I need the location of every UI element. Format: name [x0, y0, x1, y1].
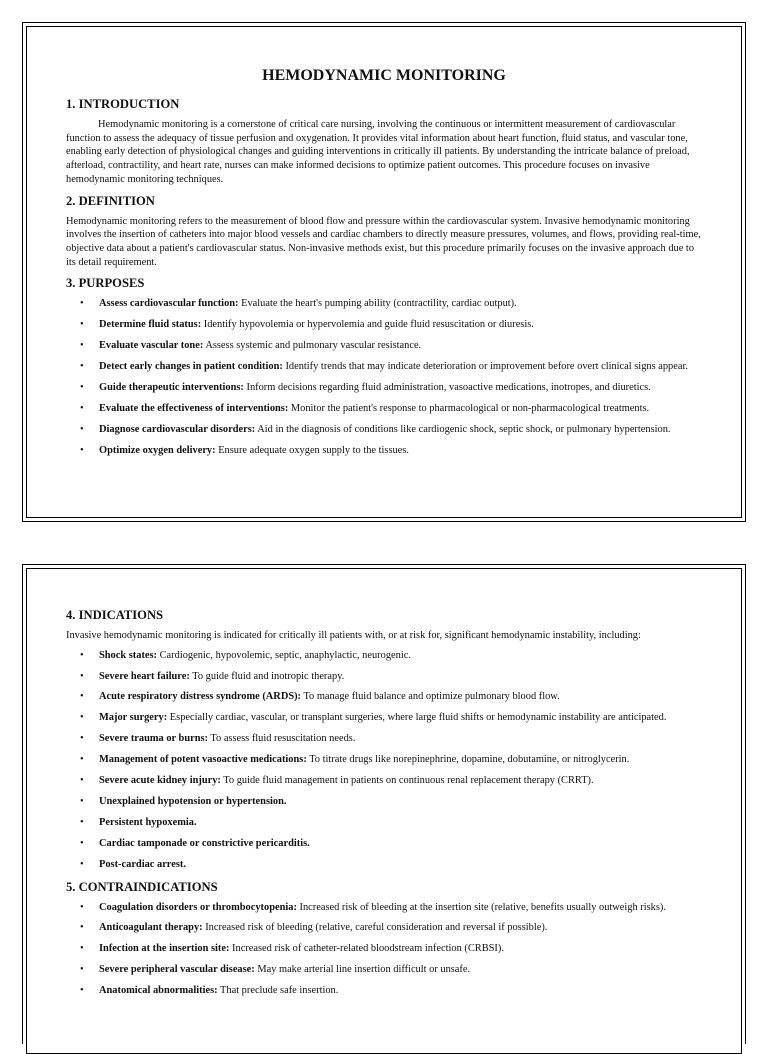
bullet-icon: •	[80, 922, 84, 934]
list-item	[66, 670, 702, 684]
introduction-paragraph: Hemodynamic monitoring is a cornerstone of critical care nursing, involving the continuous or intermittent measurement of cardiovascular function to assess the adequacy of tissue perfusion and oxygenation. It provides vital information about heart function, fluid status, and vascular tone, enabling early detection of physiological changes and guiding interventions in critically ill patients. By understanding the intricate balance of preload, afterload, contractility, and heart rate, nurses can make informed decisions to optimize patient outcomes. This procedure focuses on invasive hemodynamic monitoring techniques.	[66, 119, 690, 185]
bullet-icon: •	[80, 754, 84, 766]
list-item	[66, 360, 702, 374]
list-item-term: Management of potent vasoactive medications:	[99, 754, 307, 766]
bullet-icon: •	[80, 901, 84, 913]
bullet-icon: •	[80, 444, 84, 456]
list-item	[66, 963, 702, 977]
definition-paragraph: Hemodynamic monitoring refers to the measurement of blood flow and pressure within the cardiovascular system. Invasive hemodynamic monitoring involves the insertion of catheters into major blood vessels and cardiac chambers to directly measure pressures, volumes, and flows, providing real-time, objective data about a patient's cardiovascular status. Non-invasive methods exist, but this procedure primarily focuses on the invasive approach due to its detail requirement.	[66, 215, 701, 268]
list-item-text: That preclude safe insertion.	[217, 985, 339, 997]
bullet-icon: •	[80, 319, 84, 331]
bullet-icon: •	[80, 381, 84, 393]
list-item-term: Anticoagulant therapy:	[99, 922, 203, 934]
list-item-term: Optimize oxygen delivery:	[99, 444, 216, 456]
list-item-text: Increased risk of catheter-related bloodstream infection (CRBSI).	[229, 943, 504, 955]
list-item	[66, 921, 702, 935]
list-item-term: Shock states:	[99, 649, 158, 661]
list-item-term: Diagnose cardiovascular disorders:	[99, 423, 256, 435]
list-item	[66, 942, 702, 956]
list-item	[66, 423, 702, 437]
list-item	[66, 381, 702, 395]
list-item	[66, 984, 702, 998]
list-item-term: Detect early changes in patient condition:	[99, 361, 283, 372]
bullet-icon: •	[80, 691, 84, 703]
list-item-term: Infection at the insertion site:	[99, 943, 230, 955]
list-item-term: Severe acute kidney injury:	[99, 775, 221, 787]
list-item-term: Anatomical abnormalities:	[99, 985, 218, 997]
list-item-term: Assess cardiovascular function:	[99, 298, 239, 310]
list-item	[66, 690, 702, 704]
bullet-icon: •	[80, 298, 84, 310]
list-item	[66, 816, 702, 830]
list-item-text: Especially cardiac, vascular, or transplant surgeries, where large fluid shifts or hemodynamic instability are anticipated.	[167, 712, 667, 724]
heading-contraindications: 5. CONTRAINDICATIONS	[66, 879, 218, 894]
list-item	[66, 711, 702, 725]
list-item	[66, 402, 702, 416]
list-item-text: Inform decisions regarding fluid administration, vasoactive medications, inotropes, and diuretics.	[243, 381, 651, 393]
list-item-text: To manage fluid balance and optimize pulmonary blood flow.	[301, 691, 560, 703]
list-item-term: Cardiac tamponade or constrictive pericarditis.	[99, 837, 310, 849]
bullet-icon: •	[80, 964, 84, 976]
list-item	[66, 649, 702, 663]
list-item-text: Monitor the patient's response to pharmacological or non-pharmacological treatments.	[288, 402, 650, 414]
list-item	[66, 297, 702, 311]
list-item-text: To titrate drugs like norepinephrine, dopamine, dobutamine, or nitroglycerin.	[306, 754, 630, 766]
list-item-text: Increased risk of bleeding (relative, careful consideration and reversal if possible).	[202, 922, 548, 934]
list-item-term: Guide therapeutic interventions:	[99, 381, 244, 393]
bullet-icon: •	[80, 649, 84, 661]
indications-intro: Invasive hemodynamic monitoring is indicated for critically ill patients with, or at risk for, significant hemodynamic instability, including:	[66, 630, 641, 641]
bullet-icon: •	[80, 985, 84, 997]
bullet-icon: •	[80, 712, 84, 724]
list-item-term: Evaluate vascular tone:	[99, 340, 204, 352]
document-title: HEMODYNAMIC MONITORING	[262, 67, 506, 84]
list-item-text: Identify trends that may indicate deterioration or improvement before overt clinical signs appear.	[282, 361, 688, 372]
bullet-icon: •	[80, 733, 84, 745]
list-item-term: Unexplained hypotension or hypertension.	[99, 795, 287, 807]
purposes-list	[66, 297, 702, 457]
list-item-term: Persistent hypoxemia.	[99, 816, 197, 828]
list-item	[66, 858, 702, 872]
list-item	[66, 774, 702, 788]
contraindications-list	[66, 901, 702, 998]
bullet-icon: •	[80, 795, 84, 807]
indications-list	[66, 649, 702, 872]
page-2-content	[66, 607, 702, 1005]
list-item-text: Identify hypovolemia or hypervolemia and guide fluid resuscitation or diuresis.	[201, 319, 534, 331]
list-item-term: Acute respiratory distress syndrome (ARDS):	[99, 691, 302, 703]
list-item-text: Increased risk of bleeding at the insertion site (relative, benefits usually outweigh risks).	[296, 901, 666, 913]
list-item	[66, 318, 702, 332]
bullet-icon: •	[80, 423, 84, 435]
document-page-1	[22, 22, 746, 522]
bullet-icon: •	[80, 340, 84, 352]
list-item-term: Severe peripheral vascular disease:	[99, 964, 255, 976]
bullet-icon: •	[80, 837, 84, 849]
list-item-text: May make arterial line insertion difficult or unsafe.	[254, 964, 471, 976]
list-item-term: Evaluate the effectiveness of interventions:	[99, 402, 289, 414]
bullet-icon: •	[80, 858, 84, 870]
list-item-text: Ensure adequate oxygen supply to the tissues.	[215, 444, 409, 456]
list-item-text: To assess fluid resuscitation needs.	[208, 733, 356, 745]
heading-indications: 4. INDICATIONS	[66, 608, 164, 622]
list-item	[66, 732, 702, 746]
list-item	[66, 837, 702, 851]
list-item-text: Evaluate the heart's pumping ability (contractility, cardiac output).	[238, 298, 517, 310]
list-item	[66, 753, 702, 767]
page-1-content	[66, 66, 702, 464]
list-item	[66, 444, 702, 458]
bullet-icon: •	[80, 361, 84, 372]
list-item-text: To guide fluid management in patients on continuous renal replacement therapy (CRRT).	[220, 775, 594, 787]
list-item-text: Cardiogenic, hypovolemic, septic, anaphylactic, neurogenic.	[157, 649, 411, 661]
list-item-text: Aid in the diagnosis of conditions like cardiogenic shock, septic shock, or pulmonary hypertension.	[255, 423, 671, 435]
bullet-icon: •	[80, 402, 84, 414]
bullet-icon: •	[80, 670, 84, 682]
list-item-term: Coagulation disorders or thrombocytopenia:	[99, 901, 297, 913]
list-item-term: Severe heart failure:	[99, 670, 190, 682]
list-item-term: Major surgery:	[99, 712, 168, 724]
heading-introduction: 1. INTRODUCTION	[66, 97, 180, 111]
bullet-icon: •	[80, 816, 84, 828]
list-item-text: To guide fluid and inotropic therapy.	[189, 670, 345, 682]
list-item-term: Determine fluid status:	[99, 319, 202, 331]
list-item-text: Assess systemic and pulmonary vascular resistance.	[203, 340, 422, 352]
document-page-2	[22, 564, 746, 1044]
list-item	[66, 339, 702, 353]
bullet-icon: •	[80, 943, 84, 955]
heading-definition: 2. DEFINITION	[66, 193, 155, 208]
heading-purposes: 3. PURPOSES	[66, 276, 145, 291]
list-item	[66, 901, 702, 915]
list-item	[66, 795, 702, 809]
list-item-term: Severe trauma or burns:	[99, 733, 208, 745]
list-item-term: Post-cardiac arrest.	[99, 858, 186, 870]
bullet-icon: •	[80, 775, 84, 787]
